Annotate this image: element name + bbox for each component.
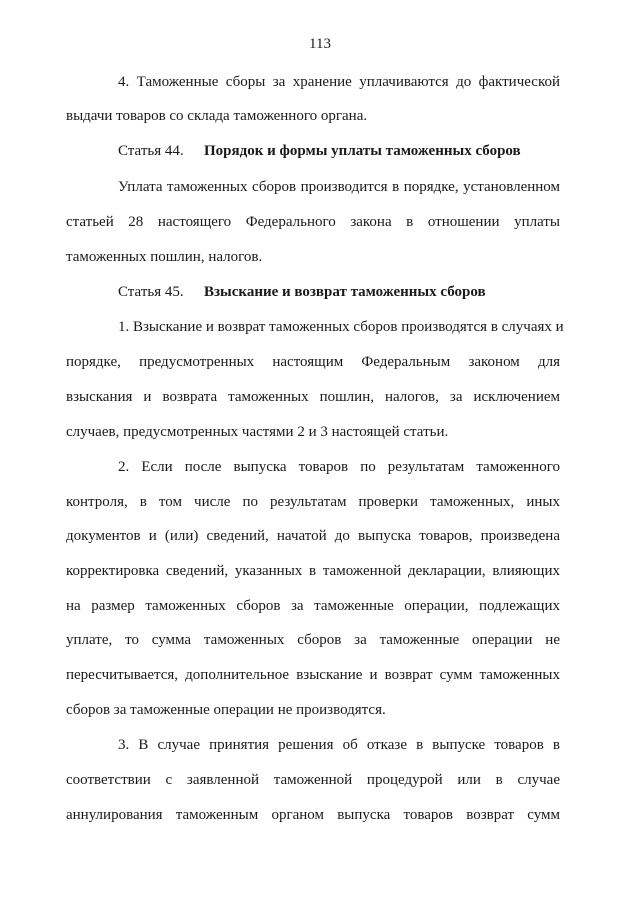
- paragraph-line: соответствии с заявленной таможенной процедурой или в случае: [66, 772, 560, 788]
- article-44-heading: [118, 142, 560, 160]
- article-number: Статья 45.: [118, 284, 184, 300]
- article-title: Порядок и формы уплаты таможенных сборов: [204, 143, 521, 159]
- paragraph-line: аннулирования таможенным органом выпуска товаров возврат сумм: [66, 807, 560, 823]
- paragraph-line: статьей 28 настоящего Федерального закона в отношении уплаты: [66, 214, 560, 230]
- paragraph-line: 4. Таможенные сборы за хранение уплачиваются до фактической: [118, 74, 560, 90]
- paragraph-line: таможенных пошлин, налогов.: [66, 249, 263, 265]
- paragraph-line: случаев, предусмотренных частями 2 и 3 настоящей статьи.: [66, 424, 449, 440]
- paragraph-line: пересчитывается, дополнительное взыскание и возврат сумм таможенных: [66, 667, 560, 683]
- article-45-heading: [118, 283, 560, 301]
- article-title: Взыскание и возврат таможенных сборов: [204, 284, 486, 300]
- paragraph-line: на размер таможенных сборов за таможенные операции, подлежащих: [66, 598, 560, 614]
- page-number: 113: [309, 36, 331, 52]
- paragraph-line: документов и (или) сведений, начатой до выпуска товаров, произведена: [66, 528, 560, 544]
- paragraph-line: выдачи товаров со склада таможенного органа.: [66, 108, 368, 124]
- paragraph-line: контроля, в том числе по результатам проверки таможенных, иных: [66, 494, 560, 510]
- paragraph-line: взыскания и возврата таможенных пошлин, налогов, за исключением: [66, 389, 560, 405]
- paragraph-line: порядке, предусмотренных настоящим Федеральным законом для: [66, 354, 560, 370]
- paragraph-line: корректировка сведений, указанных в таможенной декларации, влияющих: [66, 563, 560, 579]
- article-number: Статья 44.: [118, 143, 184, 159]
- paragraph-line: 3. В случае принятия решения об отказе в выпуске товаров в: [118, 737, 560, 753]
- paragraph-line: 1. Взыскание и возврат таможенных сборов производятся в случаях и: [118, 319, 564, 335]
- paragraph-line: Уплата таможенных сборов производится в порядке, установленном: [118, 179, 560, 195]
- paragraph-line: 2. Если после выпуска товаров по результатам таможенного: [118, 459, 560, 475]
- paragraph-line: уплате, то сумма таможенных сборов за таможенные операции не: [66, 632, 560, 648]
- paragraph-line: сборов за таможенные операции не производятся.: [66, 702, 386, 718]
